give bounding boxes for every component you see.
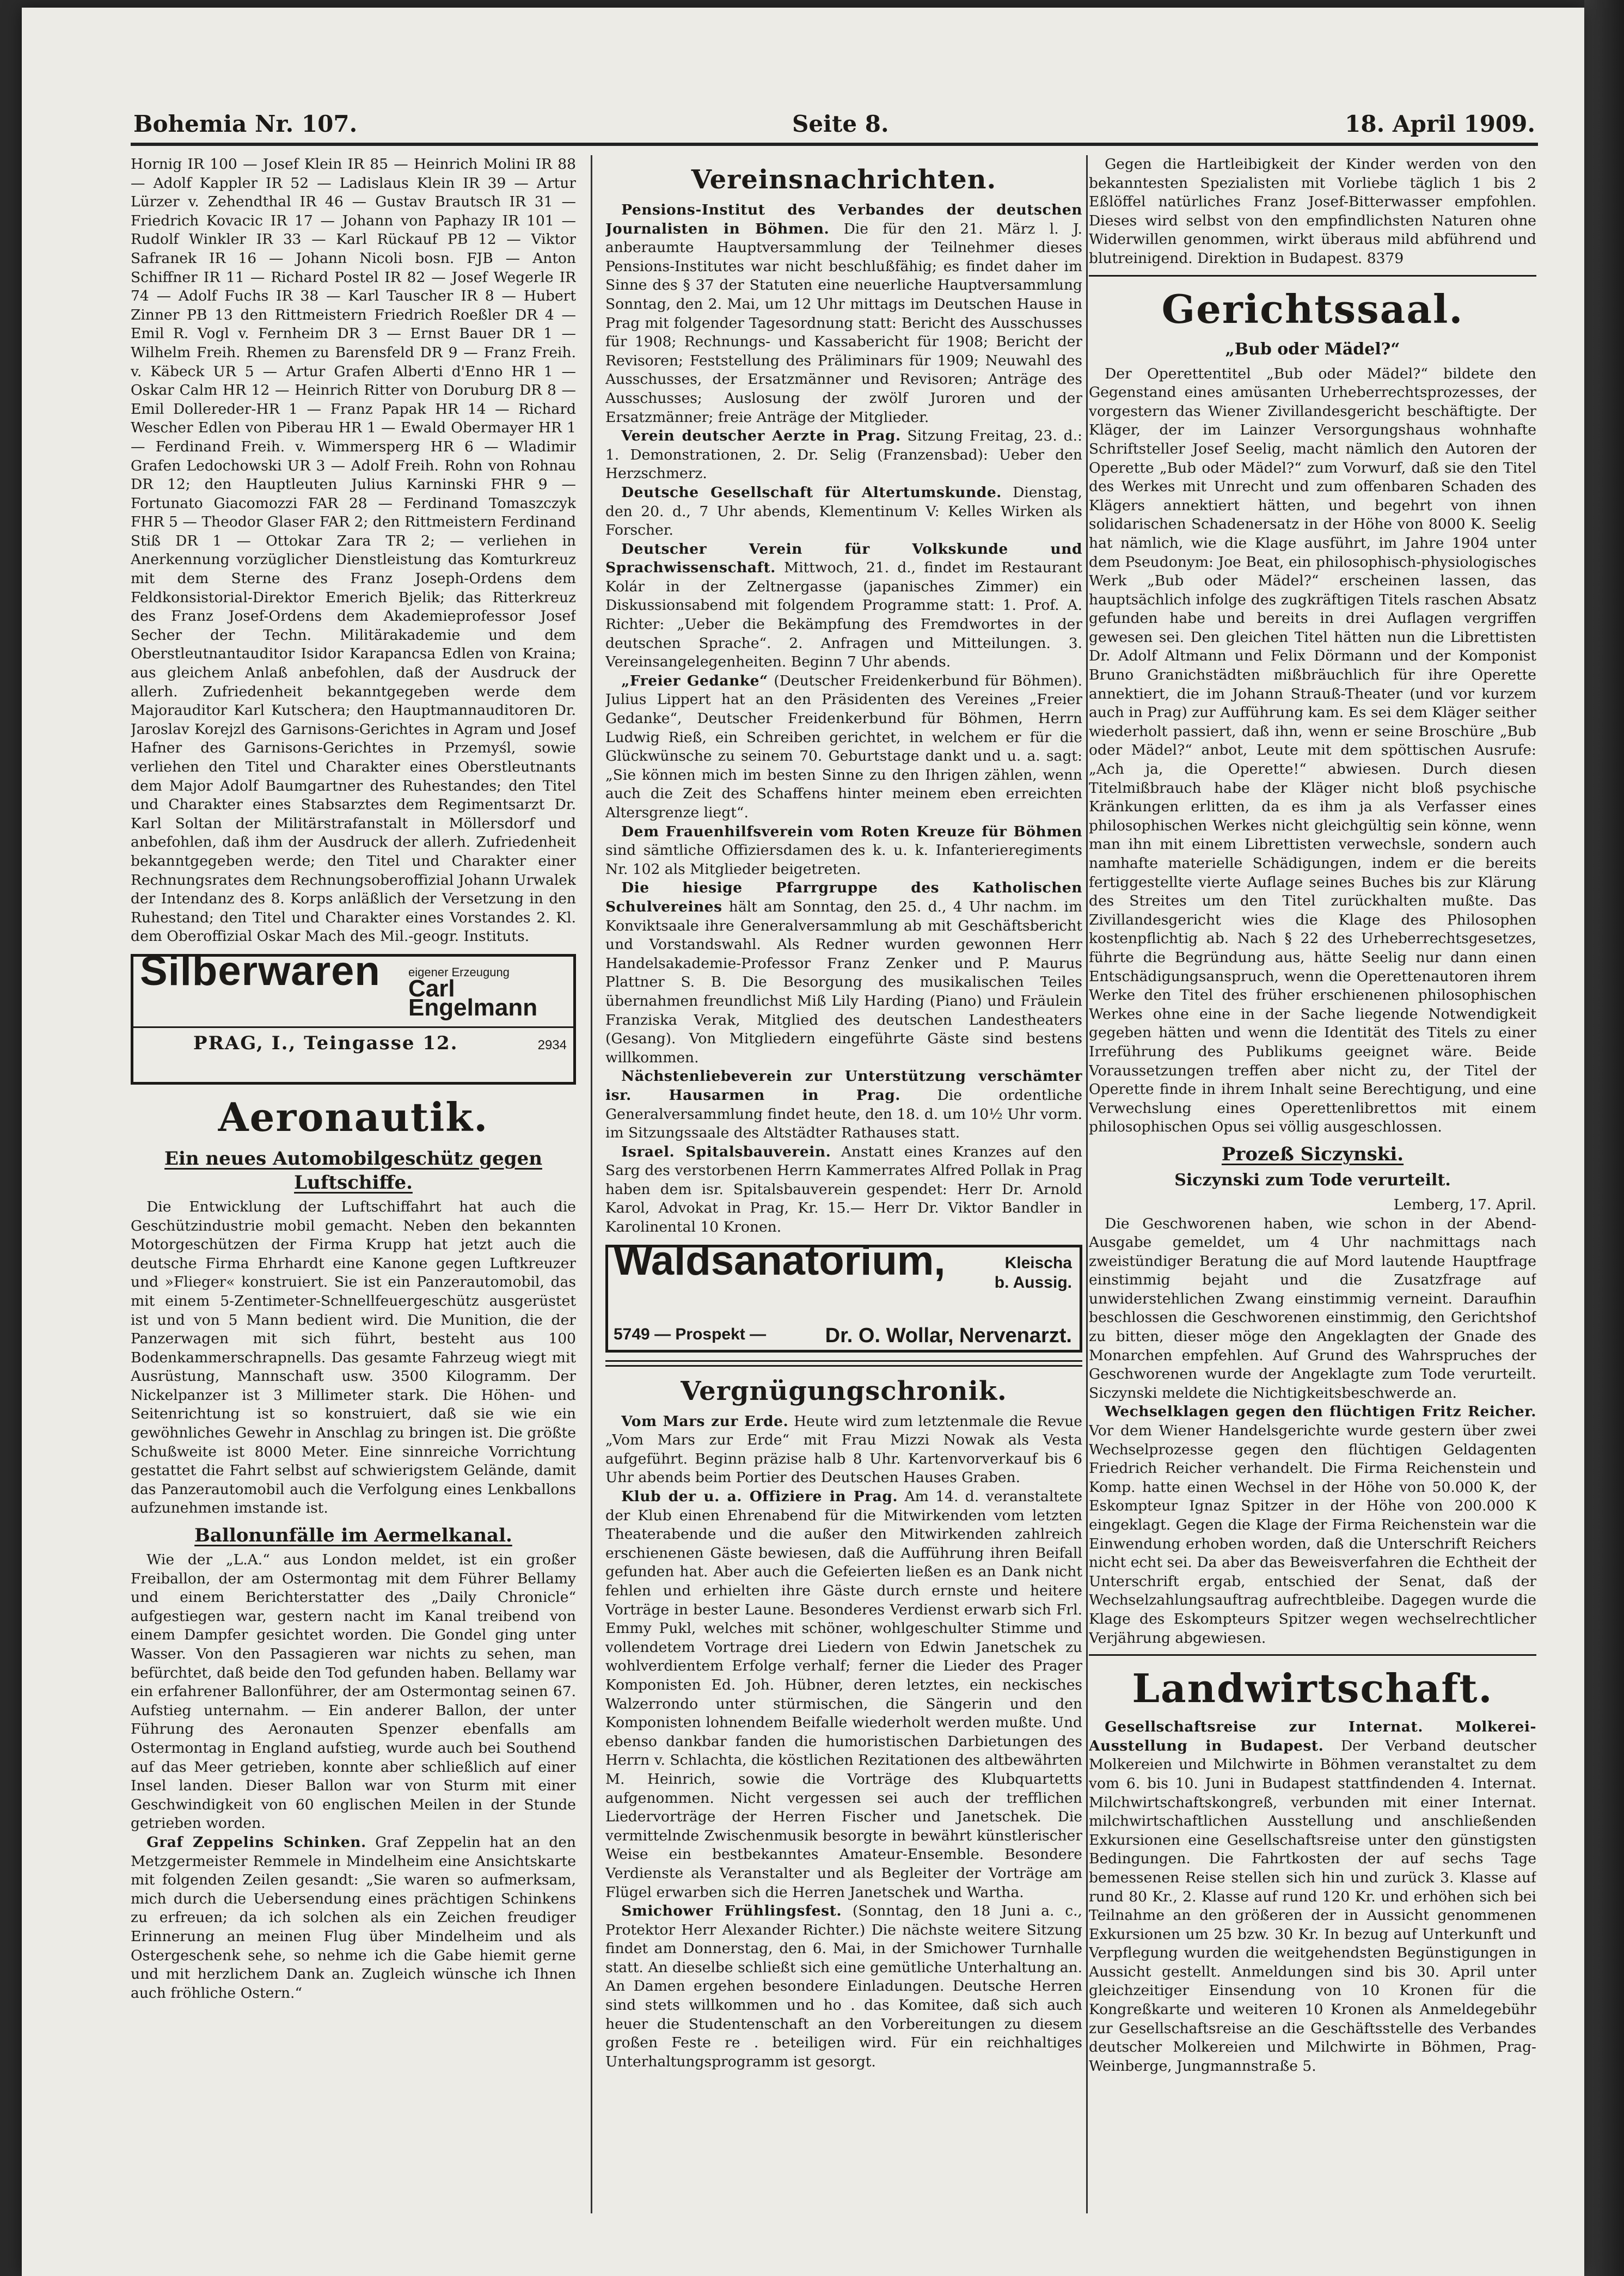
page-number: Seite 8. xyxy=(792,111,889,137)
news-item xyxy=(605,1067,1082,1142)
news-item xyxy=(605,1488,1082,1902)
column-1 xyxy=(131,155,576,2224)
news-item xyxy=(131,1833,576,2003)
news-item xyxy=(605,879,1082,1067)
column-rule xyxy=(1086,155,1088,2213)
article-body: Der Operettentitel „Bub oder Mädel?“ bildete den Gegenstand eines amüsanten Urheberrechtsprozesses, der vorgestern das Wiener Zivillandesgericht beschäftigte. Der Kläger, der im Lainzer Versorgungshaus wohnhafte Schriftsteller Josef Seelig, macht nämlich den Autoren der Operette „Bub oder Mädel?“ zum Vorwurf, daß sie den Titel des Werkes mit Unrecht und zum offenbaren Schaden des Klägers annektiert hätten, und begehrt von ihnen solidarischen Schadenersatz in der Höhe von 8000 K. Seelig hat nämlich, wie die Klage ausführt, im Jahre 1904 unter dem Pseudonym: Joe Beat, ein philosophisch-physiologisches Werk „Bub oder Mädel?“ erscheinen lassen, das hauptsächlich infolge des zugkräftigen Titels raschen Absatz gefunden habe und bereits in drei Auflagen vergriffen gewesen sei. Den gleichen Titel hätten nun die Librettisten Dr. Adolf Altmann und Felix Dörmann und der Komponist Bruno Granichstädten mißbräuchlich für ihre Operette annektiert, die im Johann Strauß-Theater (und vor kurzem auch in Prag) zur Aufführung kam. Es sei dem Kläger seither wiederholt passiert, daß ihn, wenn er seine Broschüre „Bub oder Mädel?“ anbot, Leute mit dem spöttischen Ausrufe: „Ach ja, die Operette!“ abwiesen. Durch diesen Titelmißbrauch habe der Kläger nicht bloß psychische Kränkungen erlitten, da es ihm ja als Verfasser eines philosophischen Werkes nicht gleichgültig sein könne, wenn man ihn mit einem Librettisten verwechsle, sondern auch namhafte materielle Schädigungen, indem er die bereits fertiggestellte vierte Auflage seines Buches bis zur Klärung des Streites um den Titel zurückhalten mußte. Das Zivillandesgericht wies die Klage des Philosophen kostenpflichtig ab. Nach § 22 des Urheberrechtsgesetzes, führte die Begründung aus, hätte Seelig nur dann einen Entschädigungsanspruch, wenn die Operettenautoren ihrem Werke den Titel des früher erschienenen philosophischen Werkes ohne eine in der Sache liegende Notwendigkeit gegeben hätten und wenn die Identität des Titels zu einer Irreführung des Publikums geeignet wäre. Beide Voraussetzungen treffen aber nicht zu, der Titel der Operette finde in ihrem Inhalt seine Berechtigung, und eine Verwechslung eines Operettenlibrettos mit einem philosophischen Opus sei völlig ausgeschlossen. xyxy=(1089,365,1536,1136)
news-item-text: Vor dem Wiener Handelsgerichte wurde gestern über zwei Wechselprozesse gegen den flüchtigen Geldagenten Friedrich Reicher verhandelt. Die Firma Reichenstein und Komp. hatte einen Wechsel in der Höhe von 50.000 K, der Eskompteur Ignaz Spitzer in der Höhe von 200.000 K eingeklagt. Gegen die Klage der Firma Reichenstein war die Einwendung erhoben worden, daß die Unterschrift Reichers nicht echt sei. Da aber das Beweisverfahren die Echtheit der Unterschrift ergab, entschied der Senat, daß der Wechselzahlungsauftrag aufrechtbleibe. Dagegen wurde die Klage des Eskompteurs Spitzer wegen wechselrechtlicher Verjährung abgewiesen. xyxy=(1089,1422,1536,1647)
news-item xyxy=(605,1412,1082,1488)
news-item-lead: Die hiesige Pfarrgruppe des Katholischen Schulvereines xyxy=(605,879,1082,915)
column-3 xyxy=(1089,155,1536,2224)
news-item-text: Sitzung Freitag, 23. d.: 1. Demonstrationen, 2. Dr. Selig (Franzensbad): Ueber den Herzschmerz. xyxy=(605,427,1082,482)
news-item-lead: Wechselklagen gegen den flüchtigen Fritz Reicher. xyxy=(1105,1403,1536,1421)
scan-edge xyxy=(1584,0,1624,2276)
masthead-issue: Bohemia Nr. 107. xyxy=(133,111,358,137)
news-item-lead: Graf Zeppelins Schinken. xyxy=(146,1833,366,1851)
news-item xyxy=(1089,1403,1536,1648)
news-item-text: Die für den 21. März l. J. anberaumte Hauptversammlung der Teilnehmer dieses Pensions-Institutes war nicht beschlußfähig; es findet daher im Sinne des § 37 der Statuten eine neuerliche Hauptversammlung Sonntag, den 2. Mai, um 12 Uhr mittags im Deutschen Hause in Prag mit folgender Tagesordnung statt: Bericht des Ausschusses für 1908; Rechnungs- und Kassabericht für 1908; Bericht der Revisoren; Feststellung des Präliminars für 1909; Neuwahl des Ausschusses, der Ersatzmänner und Revisoren; Anträge des Ausschusses; Auslosung der zwölf Juroren und der Ersatzmänner; freie Anträge der Mitglieder. xyxy=(605,220,1082,426)
ad-maker: Carl Engelmann xyxy=(408,975,538,1021)
ad-place: Kleischa xyxy=(1004,1253,1072,1272)
ad-place-detail: b. Aussig. xyxy=(994,1273,1072,1292)
article-body: Die Entwicklung der Luftschiffahrt hat auch die Geschützindustrie mobil gemacht. Neben den bekannten Motorgeschützen der Firma Krupp hat jetzt auch die deutsche Firma Ehrhardt eine Kanone gegen Luftkreuzer und »Flieger« konstruiert. Sie ist ein Panzerautomobil, das mit einem 5-Zentimeter-Schnellfeuergeschütz ausgerüstet ist und von 5 Mann bedient wird. Die Munition, die der Panzerwagen mit sich führt, besteht aus 100 Bodenkammerschrapnells. Das gesamte Fahrzeug wiegt mit Ausrüstung, Mannschaft usw. 3500 Kilogramm. Der Nickelpanzer ist 3 Millimeter stark. Die Höhen- und Seitenrichtung ist so konstruiert, daß sie wie ein gewöhnliches Gewehr in Anschlag zu bringen ist. Die größte Schußweite ist 8000 Meter. Eine sinnreiche Vorrichtung gestattet die Fahrt selbst auf schwierigstem Gelände, damit das Panzerautomobil auch die Verfolgung eines Lenkballons aufzunehmen imstande ist. xyxy=(131,1198,576,1517)
dateline: Lemberg, 17. April. xyxy=(1393,1196,1536,1213)
silberwaren-advertisement xyxy=(131,947,576,1085)
section-title-vergnuegungschronik: Vergnügungschronik. xyxy=(681,1375,1007,1406)
ad-address: PRAG, I., Teingasse 12. xyxy=(193,1032,458,1054)
personnel-list: Hornig IR 100 — Josef Klein IR 85 — Heinrich Molini IR 88 — Adolf Kappler IR 52 — Ladislaus Klein IR 39 — Artur Lürzer v. Zehendthal IR 46 — Gustav Brautsch IR 31 — Friedrich Kovacic IR 17 — Johann von Paphazy IR 101 — Rudolf Winkler IR 33 — Karl Rückauf PB 12 — Viktor Safranek IR 16 — Johann Nicoli bosn. FJB — Anton Schiffner IR 11 — Richard Postel IR 82 — Josef Wegerle IR 74 — Adolf Fuchs IR 38 — Karl Tauscher IR 8 — Hubert Zinner PB 13 den Rittmeistern Friedrich Roeßler DR 4 — Emil R. Vogl v. Fernheim DR 3 — Ernst Bauer DR 1 — Wilhelm Freih. Rhemen zu Barensfeld DR 9 — Franz Freih. v. Käbeck UR 5 — Artur Grafen Alberti d'Enno HR 1 — Oskar Calm HR 12 — Heinrich Ritter von Doruburg DR 8 — Emil Dollereder-HR 1 — Franz Papak HR 14 — Richard Wescher Edlen von Piberau HR 1 — Ewald Obermayer HR 1 — Ferdinand Freih. v. Wimmersperg HR 6 — Wladimir Grafen Ledochowski UR 3 — Adolf Freih. Rohn von Rohnau DR 12; den Hauptleuten Julius Karninski FHR 9 — Fortunato Giacomozzi FAR 28 — Ferdinand Tomaszczyk FHR 5 — Theodor Glaser FAR 2; den Rittmeistern Ferdinand Stiß DR 1 — Ottokar Zara TR 2; — verliehen in Anerkennung vorzüglicher Dienstleistung das Komturkreuz mit dem Sterne des Franz Joseph-Ordens dem Feldkonsistorial-Direktor Emerich Bjelik; das Ritterkreuz des Franz Josef-Ordens dem Akademieprofessor Josef Secher der Techn. Militärakademie und dem Oberstleutnantauditor Isidor Karapancsa Edlen von Kraina; aus gleichem Anlaß anbefohlen, daß der Ausdruck der allerh. Zufriedenheit bekanntgegeben werde dem Majorauditor Karl Kutschera; den Hauptmannauditoren Dr. Jaroslav Korejzl des Garnisons-Gerichtes in Agram und Josef Hafner des Garnisons-Gerichtes in Przemyśl, sowie verliehen den Titel und Charakter eines Oberstleutnants dem Major Adolf Baumgartner des Ruhestandes; den Titel und Charakter eines Stabsarztes dem Regimentsarzt Dr. Karl Soltan der Militärstrafanstalt in Möllersdorf und anbefohlen, daß ihm der Ausdruck der allerh. Zufriedenheit bekanntgegeben werde; den Titel und Charakter einer Rechnungsrates dem Rechnungsoberoffizial Johann Urwalek der Intendanz des 8. Korps anläßlich der Versetzung in den Ruhestand; den Titel und Charakter eines Vorstandes 2. Kl. dem Oberoffizial Oskar Mach des Mil.-geogr. Instituts. xyxy=(131,156,576,945)
article-headline: Ballonunfälle im Aermelkanal. xyxy=(194,1525,512,1547)
news-item-text: Die ordentliche Generalversammlung findet heute, den 18. d. um 10½ Uhr vorm. im Sitzungssaale des Altstädter Rathauses statt. xyxy=(605,1086,1082,1142)
news-item-lead: „Freier Gedanke“ xyxy=(621,672,768,689)
news-item xyxy=(605,672,1082,823)
article-subheadline: Siczynski zum Tode verurteilt. xyxy=(1174,1170,1451,1190)
news-item-text: sind sämtliche Offiziersdamen des k. u. k. Infanterieregiments Nr. 102 als Mitglieder beigetreten. xyxy=(605,842,1082,878)
news-item-text: (Deutscher Freidenkerbund für Böhmen). Julius Lippert hat an den Präsidenten des Vereines „Freier Gedanke“, Deutscher Freidenkerbund für Böhmen, Herrn Ludwig Rieß, ein Schreiben gerichtet, in welchem er für die Glückwünsche zu seinem 70. Geburtstage dankt und u. a. sagt: „Sie können mich im besten Sinne zu den Ihrigen zählen, wenn auch die Zeit des Schaffens hinter meinem eben erreichten Altersgrenze liegt“. xyxy=(605,672,1082,821)
news-item xyxy=(605,427,1082,484)
header-rule xyxy=(131,143,1538,146)
news-item-text: Anstatt eines Kranzes auf den Sarg des verstorbenen Herrn Kammerrates Alfred Pollak in Prag haben dem isr. Spitalsbauverein gespendet: Herr Dr. Arnold Karol, Advokat in Prag, Kr. 15.— Herr Dr. Viktor Bandler in Karolinental 10 Kronen. xyxy=(605,1143,1082,1236)
news-item-text: Mittwoch, 21. d., findet im Restaurant Kolár in der Zeltnergasse (japanisches Zimmer) ein Diskussionsabend mit folgendem Programme statt: 1. Prof. A. Richter: „Ueber die Bekämpfung des Fremdwortes in der deutschen Sprache“. 2. Anfragen und Mitteilungen. 3. Vereinsangelegenheiten. Beginn 7 Uhr abends. xyxy=(605,559,1082,671)
news-item xyxy=(605,823,1082,879)
news-item-lead: Israel. Spitalsbauverein. xyxy=(621,1143,831,1160)
news-item-lead: Klub der u. a. Offiziere in Prag. xyxy=(621,1488,898,1506)
article-body: Die Geschworenen haben, wie schon in der Abend-Ausgabe gemeldet, um 4 Uhr nachmittags nach zweistündiger Beratung die auf Mord lautende Hauptfrage einstimmig bejaht und die Zusatzfrage auf unwiderstehlichen Zwang einstimmig verneint. Daraufhin beschlossen die Geschworenen einstimmig, den Gerichtshof zu bitten, dieser möge den Angeklagten der Gnade des Monarchen empfehlen. Auf Grund des Wahrspruches der Geschworenen wurde der Angeklagte zum Tode verurteilt. Siczynski meldete die Nichtigkeitsbeschwerde an. xyxy=(1089,1215,1536,1402)
news-item xyxy=(605,201,1082,427)
section-title-vereinsnachrichten: Vereinsnachrichten. xyxy=(691,164,997,195)
article-headline: Prozeß Siczynski. xyxy=(1221,1143,1404,1165)
ad-number: 2934 xyxy=(537,1037,567,1053)
advert-notice: Gegen die Hartleibigkeit der Kinder werden von den bekanntesten Spezialisten mit Vorliebe täglich 1 bis 2 Eßlöffel natürliches Franz Josef-Bitterwasser empfohlen. Dieses wird selbst von den empfindlichsten Naturen ohne Widerwillen genommen, wirkt überaus mild abführend und blutreinigend. Direktion in Budapest. 8379 xyxy=(1089,156,1536,267)
ad-prospekt: 5749 — Prospekt — xyxy=(614,1325,767,1344)
section-divider xyxy=(1089,275,1536,277)
issue-date: 18. April 1909. xyxy=(1345,111,1535,137)
ad-divider xyxy=(133,1026,573,1028)
news-item-text: Heute wird zum letztenmale die Revue „Vom Mars zur Erde“ mit Frau Mizzi Nowak als Vesta aufgeführt. Beginn präzise halb 8 Uhr. Kartenvorverkauf bis 6 Uhr abends beim Portier des Deutschen Hauses Graben. xyxy=(605,1412,1082,1486)
ad-name: Waldsanatorium, xyxy=(614,1237,946,1284)
section-divider xyxy=(1089,1654,1536,1656)
news-item xyxy=(1089,1718,1536,2076)
news-item xyxy=(605,1902,1082,2071)
column-rule xyxy=(591,155,592,2213)
section-title-landwirtschaft: Landwirtschaft. xyxy=(1132,1665,1493,1712)
section-divider xyxy=(605,1360,1082,1367)
article-headline: Ein neues Automobilgeschütz gegen Luftschiffe. xyxy=(164,1147,542,1194)
waldsanatorium-advertisement xyxy=(605,1237,1082,1353)
news-item-text: Graf Zeppelin hat an den Metzgermeister Remmele in Mindelheim eine Ansichtskarte mit folgenden Zeilen gesandt: „Sie waren so aufmerksam, mich durch die Uebersendung eines prächtigen Schinkens zu erfreuen; da ich solchen als ein Zeichen freudiger Erinnerung an meinen Flug über Mindelheim und als Ostergeschenk sehe, so nehme ich die Gabe hiemit gerne und mit herzlichem Dank an. Zugleich wünsche ich Ihnen auch fröhliche Ostern.“ xyxy=(131,1833,576,2002)
news-item-text: (Sonntag, den 18 Juni a. c., Protektor Herr Alexander Richter.) Die nächste weitere Sitzung findet am Donnerstag, den 6. Mai, in der Smichower Turnhalle statt. An dieselbe schließt sich eine gemütliche Unterhaltung an. An Damen ergehen besondere Einladungen. Deutsche Herren sind stets willkommen und ho . das Komitee, daß sich auch heuer die Studentenschaft an den Vorbereitungen zu diesem großen Feste re . beteiligen wird. Für ein reichhaltiges Unterhaltungsprogramm ist gesorgt. xyxy=(605,1902,1082,2070)
news-item-text: Dienstag, den 20. d., 7 Uhr abends, Klementinum V: Kelles Wirken als Forscher. xyxy=(605,484,1082,539)
column-2 xyxy=(605,155,1082,2224)
section-title-aeronautik: Aeronautik. xyxy=(218,1093,489,1140)
article-body: Wie der „L.A.“ aus London meldet, ist ein großer Freiballon, der am Ostermontag mit dem Führer Bellamy und einem Berichterstatter des „Daily Chronicle“ aufgestiegen war, gestern nacht im Kanal treibend von einem Dampfer gesichtet worden. Die Gondel ging unter Wasser. Von den Passagieren war nichts zu sehen, man befürchtet, daß beide den Tod gefunden haben. Bellamy war ein erfahrener Ballonführer, der am Ostermontag seinen 67. Aufstieg unternahm. — Ein anderer Ballon, der unter Führung des Aeronauten Spenzer ebenfalls am Ostermontag in England aufstieg, wurde auch bei Southend auf das Meer getrieben, konnte aber schließlich auf einer Insel landen. Dieser Ballon war von Sturm mit einer Geschwindigkeit von 60 englischen Meilen in der Stunde getrieben worden. xyxy=(131,1551,576,1832)
article-headline: „Bub oder Mädel?“ xyxy=(1225,339,1400,359)
news-item-lead: Deutsche Gesellschaft für Altertumskunde. xyxy=(621,484,1002,501)
news-item-lead: Smichower Frühlingsfest. xyxy=(621,1902,842,1920)
news-item-lead: Nächstenliebeverein zur Unterstützung verschämter isr. Hausarmen in Prag. xyxy=(605,1068,1082,1104)
news-item-lead: Deutscher Verein für Volkskunde und Sprachwissenschaft. xyxy=(605,540,1082,577)
ad-doctor: Dr. O. Wollar, Nervenarzt. xyxy=(825,1324,1072,1348)
news-item-text: Der Verband deutscher Molkereien und Milchwirte in Böhmen veranstaltet zu dem vom 6. bis 10. Juni in Budapest stattfindenden 4. Internat. Milchwirtschaftskongreß, verbunden mit einer Internat. milchwirtschaftlichen Ausstellung und anschließenden Exkursionen eine Gesellschaftsreise unter den günstigsten Bedingungen. Die Fahrtkosten der auf sechs Tage bemessenen Reise stellen sich hin und zurück 3. Klasse auf rund 80 Kr., 2. Klasse auf rund 120 Kr. und erhöhen sich bei Teilnahme an den größeren der in Aussicht genommenen Exkursionen um 25 bzw. 30 Kr. In bezug auf Unterkunft und Verpflegung wurden die weitgehendsten Begünstigungen in Aussicht gestellt. Anmeldungen sind bis 30. April unter gleichzeitiger Einsendung von 10 Kronen für die Kongreßkarte und weiteren 10 Kronen als Anmeldegebühr zur Gesellschaftsreise an die Geschäftsstelle des Verbandes deutscher Molkereien und Milchwirte in Böhmen, Prag-Weinberge, Jungmannstraße 5. xyxy=(1089,1737,1536,2075)
news-item xyxy=(605,1143,1082,1237)
news-item-lead: Vom Mars zur Erde. xyxy=(621,1412,789,1430)
ad-product: Silberwaren xyxy=(140,947,381,994)
news-item-lead: Gesellschaftsreise zur Internat. Molkerei-Ausstellung in Budapest. xyxy=(1089,1718,1536,1754)
section-title-gerichtssaal: Gerichtssaal. xyxy=(1161,285,1464,332)
news-item-lead: Verein deutscher Aerzte in Prag. xyxy=(621,427,901,445)
news-item-text: Am 14. d. veranstaltete der Klub einen Ehrenabend für die Mitwirkenden vom letzten Theaterabende und die außer den Mitwirkenden zahlreich erschienenen Gäste bewiesen, daß die Aufführung ihren Beifall gefunden hat. Aber auch die Gefeierten ließen es an Dank nicht fehlen und erhielten ihre Gäste durch ernste und heitere Vorträge in bester Laune. Besonderes Verdienst erwarb sich Frl. Emmy Pukl, welches mit schöner, wohlgeschulter Stimme und vollendetem Vortrage drei Liedern von Edwin Janetschek zu wohlverdientem Erfolge verhalf; ferner die Lieder des Prager Komponisten Ed. Joh. Hübner, deren letztes, ein neckisches Walzerrondo unter stürmischen, die Sängerin und den Komponisten lohnendem Beifalle wiederholt werden mußte. Und ebenso dankbar fanden die humoristischen Darbietungen des Herrn v. Schlachta, die köstlichen Rezitationen des altbewährten M. Heinrich, sowie die Vorträge des Klubquartetts aufgenommen. Nicht vergessen sei auch der trefflichen Liedervorträge der Herren Fischer und Janetschek. Die vermittelnde Zwischenmusik besorgte in bewährt künstlerischer Weise ein bestbekanntes Amateur-Ensemble. Besondere Verdienste als Veranstalter und als Begleiter der Vorträge am Flügel erwarben sich die Herren Janetschek und Wartha. xyxy=(605,1488,1082,1901)
news-item-lead: Dem Frauenhilfsverein vom Roten Kreuze für Böhmen xyxy=(621,823,1082,840)
news-item-text: hält am Sonntag, den 25. d., 4 Uhr nachm. im Konviktsaale ihre Generalversammlung ab mit Geschäftsbericht und Vorstandswahl. Als Redner wurden gewonnen Herr Handelsakademie-Professor Franz Zenker und P. Maurus Plattner S. B. Die Besorgung des musikalischen Teiles übernahmen freundlichst Miß Lily Harding (Piano) und Fräulein Franziska Verak, Mitglied des deutschen Landestheaters (Gesang). Von Mitgliedern eingeführte Gäste sind bestens willkommen. xyxy=(605,898,1082,1066)
news-item xyxy=(605,484,1082,540)
page-header xyxy=(133,106,1535,144)
news-item-lead: Pensions-Institut des Verbandes der deutschen Journalisten in Böhmen. xyxy=(605,201,1082,237)
ad-tagline: eigener Erzeugung xyxy=(408,965,510,979)
news-item xyxy=(605,540,1082,672)
